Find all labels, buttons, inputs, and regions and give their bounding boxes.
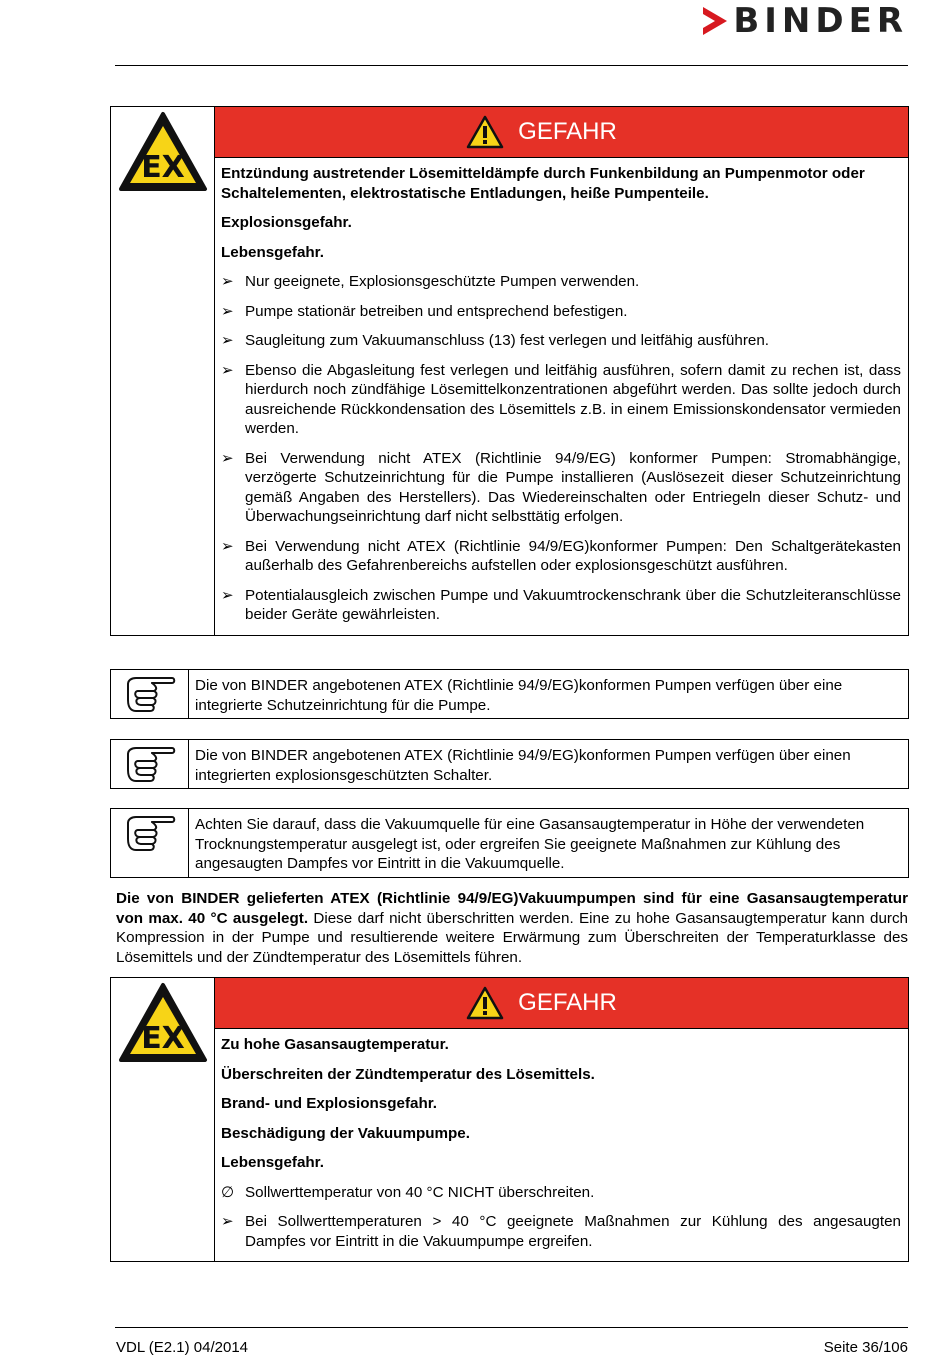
- pointing-hand-icon: [124, 813, 176, 853]
- note-box-1: [110, 669, 909, 719]
- note-box-2: [110, 739, 909, 789]
- danger-consequence: Explosionsgefahr.: [221, 214, 352, 231]
- pointing-hand-icon: [124, 674, 176, 714]
- warning-triangle-icon: [466, 986, 504, 1020]
- danger-consequence: Lebensgefahr.: [221, 243, 324, 261]
- footer-divider: [115, 1327, 908, 1328]
- bullet-item: ➢ Potentialausgleich zwischen Pumpe und Vakuumtrockenschrank über die Schutzleiteranschlüsse beider Geräte gewährleisten.: [221, 586, 901, 623]
- prohibition-icon: ∅: [221, 1183, 235, 1201]
- danger-header: [215, 978, 908, 1029]
- danger-statement: Beschädigung der Vakuumpumpe.: [221, 1124, 470, 1142]
- arrow-bullet-icon: ➢: [221, 332, 234, 349]
- brand-name: BINDER: [733, 1, 908, 41]
- danger-title: GEFAHR: [518, 989, 617, 1016]
- prohibition-item: ∅ Sollwerttemperatur von 40 °C NICHT überschreiten.: [221, 1183, 595, 1201]
- footer-page-number: Seite 36/106: [823, 1339, 908, 1356]
- danger-title: GEFAHR: [518, 118, 617, 145]
- binder-logo: [703, 1, 908, 41]
- ex-icon-cell: [111, 978, 215, 1261]
- binder-logo-icon: [703, 7, 729, 35]
- header-divider: [115, 65, 908, 66]
- bullet-item: ➢ Ebenso die Abgasleitung fest verlegen und leitfähig ausführen, sofern damit zu rechen ist, dass hierdurch noch zündfähige Lösemittelkonzentrationen abgeführt werden. Das sollte jedoch durch ausreichende Rückkondensation des Lösemittels z.B. in einem Emissionskondensator vermieden werden.: [221, 361, 901, 437]
- warning-triangle-icon: [466, 115, 504, 149]
- ex-icon-cell: [111, 107, 215, 635]
- ex-warning-icon: [118, 111, 208, 193]
- note-text: Die von BINDER angebotenen ATEX (Richtlinie 94/9/EG)konformen Pumpen verfügen über eine integrierte Schutzeinrichtung für die Pumpe.: [195, 677, 843, 714]
- arrow-bullet-icon: ➢: [221, 1213, 234, 1230]
- arrow-bullet-icon: ➢: [221, 449, 234, 467]
- footer-doc-id: VDL (E2.1) 04/2014: [116, 1339, 249, 1356]
- body-paragraph: [116, 889, 908, 967]
- svg-text:EX: EX: [140, 150, 185, 185]
- bullet-item: ➢ Bei Verwendung nicht ATEX (Richtlinie 94/9/EG)konformer Pumpen: Den Schaltgerätekasten außerhalb des Gefahrenbereichs aufstellen oder explosionsgeschützt ausführen.: [221, 537, 901, 574]
- bullet-item: ➢ Saugleitung zum Vakuumanschluss (13) fest verlegen und leitfähig ausführen.: [221, 332, 769, 349]
- arrow-bullet-icon: ➢: [221, 586, 234, 604]
- arrow-bullet-icon: ➢: [221, 302, 234, 320]
- note-box-3: [110, 808, 909, 878]
- danger-intro: Entzündung austretender Lösemitteldämpfe durch Funkenbildung an Pumpenmotor oder Schaltelementen, elektrostatische Entladungen, heiße Pumpenteile.: [221, 165, 865, 202]
- danger-box-1: [110, 106, 909, 636]
- bullet-item: ➢ Nur geeignete, Explosionsgeschützte Pumpen verwenden.: [221, 273, 640, 290]
- danger-statement: Lebensgefahr.: [221, 1154, 324, 1171]
- bullet-item: ➢ Pumpe stationär betreiben und entsprechend befestigen.: [221, 302, 628, 320]
- paragraph-bold: Die von BINDER gelieferten ATEX (Richtlinie 94/9/EG)Vakuumpumpen sind für eine Gasansaugtemperatur von max. 40 °C ausgelegt.: [116, 890, 908, 927]
- svg-text:EX: EX: [140, 1021, 185, 1056]
- arrow-bullet-icon: ➢: [221, 361, 234, 379]
- danger-header: [215, 107, 908, 158]
- note-text: Die von BINDER angebotenen ATEX (Richtlinie 94/9/EG)konformen Pumpen verfügen über einen integrierten explosionsgeschützten Schalter.: [195, 747, 851, 784]
- note-text: Achten Sie darauf, dass die Vakuumquelle für eine Gasansaugtemperatur in Höhe der verwendeten Trocknungstemperatur ausgelegt ist, oder ergreifen Sie geeignete Maßnahmen zur Kühlung des angesaugten Dampfes vor Eintritt in die Vakuumquelle.: [195, 816, 865, 872]
- pointing-hand-icon: [124, 744, 176, 784]
- danger-statement: Überschreiten der Zündtemperatur des Lösemittels.: [221, 1065, 595, 1083]
- bullet-item: ➢ Bei Sollwerttemperaturen > 40 °C geeignete Maßnahmen zur Kühlung des angesaugten Dampfes vor Eintritt in die Vakuumpumpe ergreifen.: [221, 1213, 901, 1250]
- danger-statement: Brand- und Explosionsgefahr.: [221, 1095, 438, 1112]
- danger-box-2: [110, 977, 909, 1262]
- arrow-bullet-icon: ➢: [221, 273, 234, 290]
- arrow-bullet-icon: ➢: [221, 537, 234, 555]
- ex-warning-icon: [118, 982, 208, 1064]
- danger-statement: Zu hohe Gasansaugtemperatur.: [221, 1036, 449, 1053]
- bullet-item: ➢ Bei Verwendung nicht ATEX (Richtlinie 94/9/EG) konformer Pumpen: Stromabhängige, verzögerte Schutzeinrichtung für die Pumpe installieren (Auslösezeit dieser Schutzeinrichtung gemäß Angaben des Herstellers). Das Wiedereinschalten oder Entriegeln dieser Schutz- und Überwachungseinrichtung darf nicht selbsttätig erfolgen.: [221, 449, 901, 525]
- paragraph-normal: Diese darf nicht überschritten werden. Eine zu hohe Gasansaugtemperatur kann durch Kompression in der Pumpe und resultierende weitere Erwärmung zum Überschreiten der Temperaturklasse des Lösemittels und der Zündtemperatur des Lösemittels führen.: [116, 909, 908, 966]
